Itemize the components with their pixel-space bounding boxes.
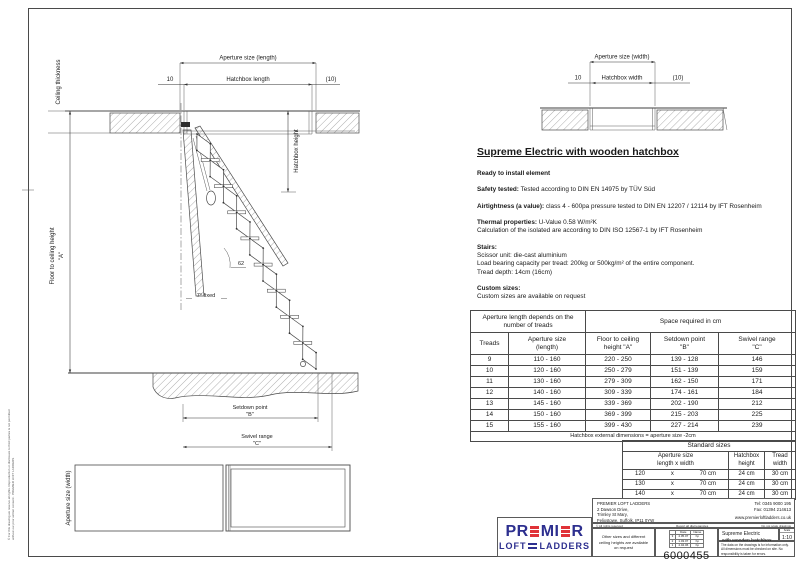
stairs-line3: Tread depth: 14cm (16cm) [477,268,553,276]
company-contact: Tel: 0345 9000 195 Fax: 01394 214613 www.premierloftladders.co.uk [734,501,791,521]
thermal-line2: Calculation of the isolated are according to DIN ISO 12567-1 by IFT Rosenheim [477,227,703,235]
table-row: 130 x 70 cm 24 cm 30 cm [623,480,796,490]
plan-view-drawing [66,465,350,531]
table-row: 140 x 70 cm 24 cm 30 cm [623,490,796,500]
side-view-drawing [22,56,360,452]
swivel-c-label: "C" [253,441,261,447]
ceiling-hatch-left [110,113,180,133]
safety-text: Tested according to DIN EN 14975 by TÜV Süd [518,186,656,194]
plan-aperture-rect [75,465,223,531]
other-sizes-cell: Other sizes and different ceiling heights are available on request [592,528,655,557]
ceiling-hatch-left [542,110,588,130]
thermal-text: U-Value 0.58 W/m²K [537,218,597,226]
custom-sizes-label: Custom sizes: [477,284,521,292]
stairs-line2: Load bearing capacity per tread: 200kg or 500kg/m² of the entire component. [477,260,695,268]
drawing-title-cell: Supreme Electric [718,528,779,541]
title-block [592,498,795,563]
table-column-header [471,333,796,355]
stairs-line1: Scissor unit: die-cast aluminium [477,251,567,259]
hatchbox-height-label: Hatchbox height [294,129,300,173]
dim-aperture-width-label: Aperture size (width) [594,54,650,61]
swivel-foot [300,361,305,366]
logo-premier-wordmark: PR MI R [505,522,584,540]
revision-row: 3 4.05.07 hp [669,535,704,539]
ceiling-hatch-right [316,113,359,133]
hinge-detail [181,122,190,127]
swivel-label: Swivel range [241,434,273,440]
dim-gap-right-label: (10) [325,77,337,83]
logo-bars-icon [528,543,537,549]
col-header: Aperture size length x width [623,452,729,470]
setdown-label: Setdown point [232,405,268,411]
ready-to-install: Ready to install element [477,170,551,177]
dim-gap-left-label: 10 [166,77,174,83]
dim-aperture-length-label: Aperture size (length) [219,55,277,62]
table-title-row [623,441,796,452]
plan-hatchbox-inner-rect [231,469,345,527]
airtightness-text: class 4 - 600pa pressure tested to DIN EN 12207 / 12114 by IFT Rosenheim [544,202,762,210]
drawing-number: 6000455 [663,550,710,563]
angle-62-label: 62 [237,261,245,267]
table-row: 120 x 70 cm 24 cm 30 cm [623,470,796,480]
ceiling-thickness-label: Ceiling thickness [56,59,62,105]
table-row: 11 130 - 160 279 - 309 162 - 150 171 [471,377,796,388]
group-header-right: Space required in cm [586,311,796,333]
table-row: 14 150 - 160 369 - 399 215 - 203 225 [471,410,796,421]
floor-to-ceiling-a-label: "A" [59,251,65,261]
tread-aperture-table [470,310,796,442]
dim-gap-right-label: (10) [672,75,684,82]
table-row: 15 155 - 160 399 - 430 227 - 214 239 [471,421,796,432]
col-header: Swivel range "C" [719,333,796,355]
group-header-left: Aperture length depends on the number of treads [471,311,586,333]
product-title: Supreme Electric with wooden hatchbox [477,146,679,158]
revision-row: 2 1.03.07 hp [669,539,704,543]
plan-aperture-width-label: Aperture size (width) [66,470,72,526]
custom-sizes-text: Custom sizes are available on request [477,293,586,301]
address-cell [592,498,795,523]
margin-fine-print: © For this drawing we reserve all rights. Reproduction or disclosure to third parties is not permitted without our prior written consent · PREMIER LOFT LADDERS [7,409,15,540]
scale-value: 1:10 [781,535,793,541]
table-row: 9 110 - 160 220 - 250 139 - 128 146 [471,355,796,366]
logo-e-bars-icon [561,526,570,537]
col-header: Hatchbox height [729,452,765,470]
width-section-drawing [540,55,727,131]
disclaimer-note: The data on the drawings is for information only. All dimensions must be checked on site. No responsibility is taken for errors. [718,541,795,557]
dim-hatchbox-length-label: Hatchbox length [226,77,270,83]
table-row: 12 140 - 160 309 - 339 174 - 161 184 [471,388,796,399]
standard-sizes-title: Standard sizes [623,441,796,452]
dim-hatchbox-width-label: Hatchbox width [601,75,643,82]
company-logo [497,517,592,557]
table-row: 10 120 - 160 250 - 279 151 - 139 159 [471,366,796,377]
thermal-label: Thermal properties: [477,218,538,226]
footer-note: Hatchbox external dimensions = aperture size -2cm [471,432,796,442]
revision-number-cell [655,528,718,563]
dim-gap-left-label: 10 [574,75,582,82]
col-header: Floor to ceiling height "A" [586,333,651,355]
table-column-header [623,452,796,470]
airtightness-label: Airtightness (a value): [477,202,545,210]
revision-row: 1 4.04.06 hp [669,543,704,547]
plan-hatchbox-rect [226,465,350,531]
table-row: 13 145 - 160 339 - 369 202 - 190 212 [471,399,796,410]
drive-unit [207,191,216,205]
table-group-header [471,311,796,333]
setdown-b-label: "B" [246,412,254,418]
legal-strip: © All rights reserved Report all discrepancies Do not scale drawings [592,523,795,528]
col-header: Tread width [765,452,796,470]
safety-label: Safety tested: [477,186,519,194]
col-header: Aperture size (length) [509,333,586,355]
stairs-label: Stairs: [477,243,497,251]
col-header: Treads [471,333,509,355]
company-address: PREMIER LOFT LADDERS 2 Dawson Drive, Trimley St Mary, Felixstowe, Suffolk, IP11 0YW [597,501,655,523]
floor-to-ceiling-label: Floor to ceiling height [50,227,56,285]
col-header: Setdown point "B" [651,333,719,355]
logo-e-bars-icon [530,526,539,537]
floor-hatch [153,373,358,398]
ceiling-hatch-right [657,110,723,130]
logo-loft-ladders-wordmark: LOFT LADDERS [498,540,590,551]
standard-sizes-table [622,440,796,500]
revision-table: Date Name 3 4.05.07 hp 2 1.03.07 hp 1 4.04.06 hp [669,530,705,548]
fixed-angle-label: 7° fixed [196,293,216,299]
spec-text-block [477,146,797,310]
scale-cell: Scale 1:10 [779,528,795,541]
